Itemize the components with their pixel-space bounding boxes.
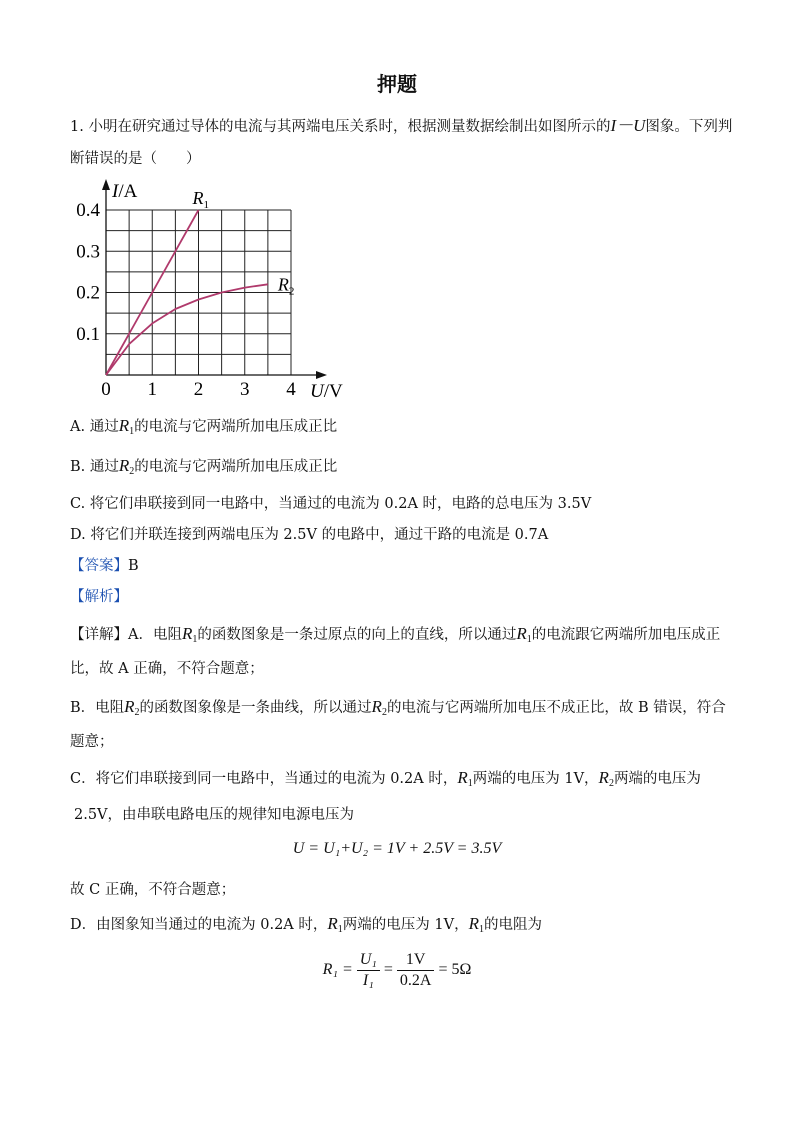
r2-var: $R_2$ xyxy=(598,768,614,789)
equation-text: U = U₁+U₂ = 1V + 2.5V = 3.5V xyxy=(292,840,502,857)
detail-tag: 【详解】 xyxy=(70,627,128,643)
fraction-values xyxy=(397,950,435,991)
option-d[interactable]: D. 将它们并联连接到两端电压为 2.5V 的电路中，通过干路的电流是 0.7A xyxy=(70,527,549,543)
explain-b-text-2: 的函数图象像是一条曲线，所以通过 xyxy=(139,700,372,716)
frac1-denominator: I₁ xyxy=(362,972,374,989)
y-axis-arrow xyxy=(102,179,110,190)
fraction-u1-i1 xyxy=(357,950,380,991)
x-tick-label: 0 xyxy=(101,379,111,400)
explain-d-text-1: D．由图象知当通过的电流为 0.2A 时， xyxy=(70,917,328,933)
explain-a-text-3: 的电流跟它两端所加电压成正 xyxy=(531,627,721,643)
frac2-denominator: 0.2A xyxy=(399,972,432,989)
explain-c-text-3: 两端的电压为 xyxy=(613,771,701,787)
resistance-equation xyxy=(0,950,794,991)
explain-b-text-1: B．电阻 xyxy=(70,700,125,716)
eq-equals: = xyxy=(383,961,393,979)
r1-var: $R_1$ xyxy=(457,768,473,789)
explain-c-text-1: C．将它们串联接到同一电路中，当通过的电流为 0.2A 时， xyxy=(70,771,458,787)
x-axis-arrow xyxy=(316,371,327,379)
r2-var: $R_2$ xyxy=(371,697,387,718)
explain-d-text-2: 两端的电压为 1V， xyxy=(342,917,469,933)
r1-var: $R_1$ xyxy=(327,914,343,935)
r1-var: $R_1$ xyxy=(468,914,484,935)
explain-b-line-2: 题意； xyxy=(70,734,114,750)
series-line-r2 xyxy=(106,284,268,375)
x-tick-label: 3 xyxy=(240,379,250,400)
option-b[interactable] xyxy=(70,456,337,482)
explain-b-text-3: 的电流与它两端所加电压不成正比，故 B 错误，符合 xyxy=(386,700,726,716)
y-axis-label: I/A xyxy=(112,181,138,202)
explain-c-line-3: 故 C 正确，不符合题意； xyxy=(70,882,236,898)
explain-b-line-1 xyxy=(70,697,726,723)
x-axis-label: U/V xyxy=(310,381,343,402)
y-tick-label: 0.1 xyxy=(76,323,100,345)
series-label-r2: $R_2$ xyxy=(277,274,295,298)
explain-c-text-2: 两端的电压为 1V， xyxy=(472,771,599,787)
explain-a-text-1: A．电阻 xyxy=(128,627,182,643)
eq-lhs: R₁ = xyxy=(322,961,353,979)
r1-var: $R_1$ xyxy=(181,624,198,645)
r1-var: $R_1$ xyxy=(516,624,532,645)
explain-c-line-1 xyxy=(70,768,701,794)
y-tick-label: 0.3 xyxy=(76,241,100,263)
option-c[interactable]: C. 将它们串联接到同一电路中，当通过的电流为 0.2A 时，电路的总电压为 3.5V xyxy=(70,496,592,512)
iu-label: I－U xyxy=(610,116,646,135)
question-text-b: 图象。下列判 xyxy=(645,119,733,135)
option-b-prefix: B. 通过 xyxy=(70,459,119,475)
x-tick-label: 1 xyxy=(147,379,157,400)
series-label-r1: $R_1$ xyxy=(192,188,209,211)
option-a-suffix: 的电流与它两端所加电压成正比 xyxy=(134,419,338,435)
series-voltage-equation xyxy=(0,840,794,858)
explain-d-text-3: 的电阻为 xyxy=(483,917,542,933)
option-b-suffix: 的电流与它两端所加电压成正比 xyxy=(134,459,338,475)
question-text-a: 小明在研究通过导体的电流与其两端电压关系时，根据测量数据绘制出如图所示的 xyxy=(88,119,611,135)
explain-a-text-2: 的函数图象是一条过原点的向上的直线，所以通过 xyxy=(197,627,517,643)
explain-d-line-1 xyxy=(70,914,542,940)
analysis-tag: 【解析】 xyxy=(70,589,128,605)
frac2-numerator: 1V xyxy=(397,950,435,971)
option-a-prefix: A. 通过 xyxy=(70,419,119,435)
y-tick-label: 0.2 xyxy=(76,282,100,304)
explain-a-line-2: 比，故 A 正确，不符合题意； xyxy=(70,661,264,677)
question-line-2: 断错误的是（ ） xyxy=(70,151,201,167)
answer-value: B xyxy=(128,558,139,574)
option-a-var: $R_1$ xyxy=(118,416,135,437)
question-line-1 xyxy=(70,116,732,137)
iu-chart xyxy=(62,176,362,406)
page-title: 押题 xyxy=(377,72,417,96)
question-number: 1. xyxy=(70,119,84,135)
option-b-var: $R_2$ xyxy=(118,456,135,477)
answer-line xyxy=(70,556,139,576)
r2-var: $R_2$ xyxy=(124,697,140,718)
chart-grid xyxy=(106,210,291,375)
explain-c-line-2: 2.5V，由串联电路电压的规律知电源电压为 xyxy=(74,807,355,823)
eq-rhs: = 5Ω xyxy=(438,961,472,979)
frac1-numerator: U₁ xyxy=(357,950,380,971)
y-tick-label: 0.4 xyxy=(76,200,100,221)
answer-tag: 【答案】 xyxy=(70,558,128,574)
option-a[interactable] xyxy=(70,416,337,442)
x-tick-label: 2 xyxy=(193,379,204,400)
chart-axes xyxy=(102,179,327,379)
x-tick-label: 4 xyxy=(286,379,296,400)
explain-a-line-1 xyxy=(70,624,720,650)
